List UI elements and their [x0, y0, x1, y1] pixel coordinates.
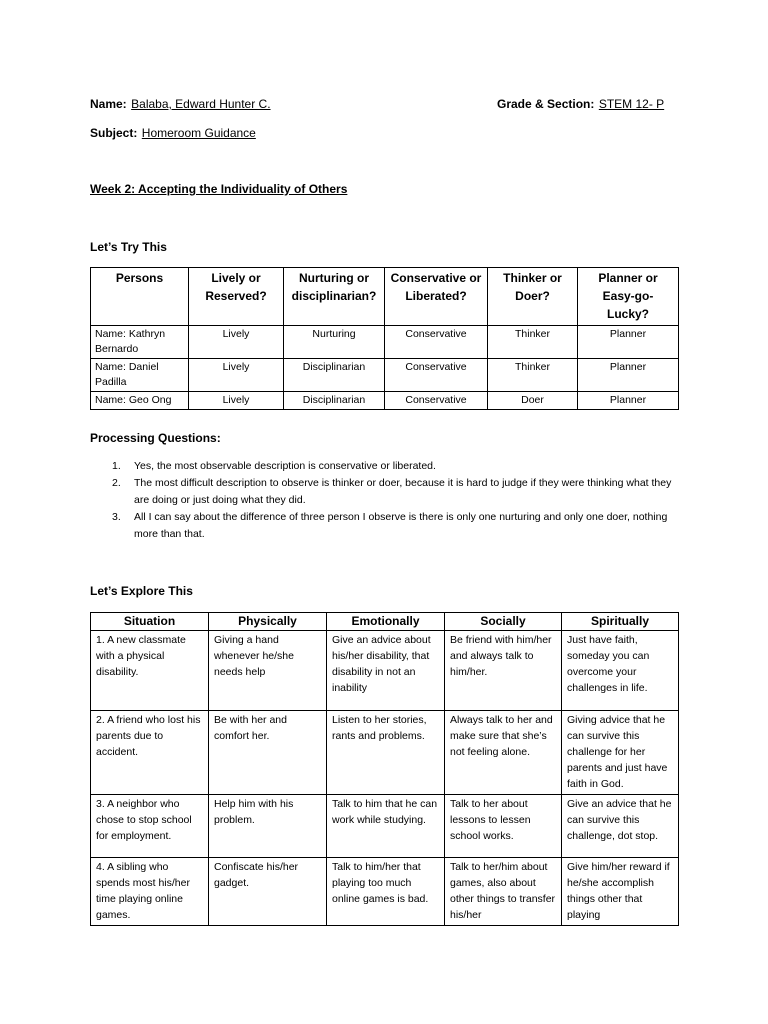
table-cell: Conservative	[385, 359, 488, 392]
try-this-title: Let’s Try This	[90, 240, 167, 254]
header-planner: Planner or Easy-go-Lucky?	[578, 268, 679, 326]
processing-title: Processing Questions:	[90, 431, 221, 445]
table-cell: Lively	[189, 392, 284, 410]
table-cell: Planner	[578, 392, 679, 410]
grade-value: STEM 12- P	[598, 97, 665, 111]
persons-table	[90, 267, 679, 410]
table-cell: Talk to him/her that playing too much online games is bad.	[327, 858, 445, 926]
explore-this-title: Let’s Explore This	[90, 584, 193, 598]
table-cell: Planner	[578, 326, 679, 359]
table-row	[91, 631, 679, 711]
header-spiritually: Spiritually	[562, 613, 679, 631]
item-text: All I can say about the difference of three person I observe is there is only one nurturing and only one doer, nothing more than that.	[134, 511, 668, 540]
table-cell: Listen to her stories, rants and problems.	[327, 711, 445, 795]
table-cell: Talk to him that he can work while studying.	[327, 795, 445, 858]
table-row	[91, 359, 679, 392]
person-name: Name: Daniel Padilla	[91, 359, 189, 392]
item-text: The most difficult description to observe is thinker or doer, because it is hard to judge if they were thinking what they are doing or just doing what they did.	[134, 477, 672, 506]
table-cell: Give an advice that he can survive this challenge, dot stop.	[562, 795, 679, 858]
item-text: Yes, the most observable description is conservative or liberated.	[134, 460, 436, 472]
header-conservative: Conservative or Liberated?	[385, 268, 488, 326]
table-cell: Planner	[578, 359, 679, 392]
name-value: Balaba, Edward Hunter C.	[131, 97, 271, 111]
header-socially: Socially	[445, 613, 562, 631]
header-thinker: Thinker or Doer?	[488, 268, 578, 326]
list-item	[112, 458, 672, 475]
person-name: Name: Kathryn Bernardo	[91, 326, 189, 359]
subject-value: Homeroom Guidance	[141, 126, 256, 140]
subject-line	[90, 124, 256, 142]
person-name: Name: Geo Ong	[91, 392, 189, 410]
table-row	[91, 392, 679, 410]
table-cell: Confiscate his/her gadget.	[209, 858, 327, 926]
table-cell: Always talk to her and make sure that she’s not feeling alone.	[445, 711, 562, 795]
table-cell: Conservative	[385, 392, 488, 410]
name-label: Name:	[90, 97, 127, 111]
table-cell: Conservative	[385, 326, 488, 359]
header-physically: Physically	[209, 613, 327, 631]
table-cell: Help him with his problem.	[209, 795, 327, 858]
item-number: 1.	[112, 460, 121, 472]
table-cell: Just have faith, someday you can overcome your challenges in life.	[562, 631, 679, 711]
header-nurturing: Nurturing or disciplinarian?	[284, 268, 385, 326]
grade-line	[497, 95, 664, 113]
header-persons: Persons	[91, 268, 189, 326]
persons-header-row	[91, 268, 679, 326]
header-lively: Lively or Reserved?	[189, 268, 284, 326]
table-cell: Be friend with him/her and always talk to him/her.	[445, 631, 562, 711]
table-cell: Disciplinarian	[284, 392, 385, 410]
situation-cell: 1. A new classmate with a physical disability.	[91, 631, 209, 711]
table-row	[91, 858, 679, 926]
situation-cell: 2. A friend who lost his parents due to accident.	[91, 711, 209, 795]
item-number: 2.	[112, 477, 121, 489]
table-cell: Lively	[189, 326, 284, 359]
processing-list	[112, 458, 672, 543]
table-cell: Give an advice about his/her disability, that disability in not an inability	[327, 631, 445, 711]
item-number: 3.	[112, 511, 121, 523]
grade-label: Grade & Section:	[497, 97, 595, 111]
table-cell: Nurturing	[284, 326, 385, 359]
subject-label: Subject:	[90, 126, 138, 140]
explore-header-row	[91, 613, 679, 631]
table-cell: Giving advice that he can survive this challenge for her parents and just have faith in God.	[562, 711, 679, 795]
situation-cell: 4. A sibling who spends most his/her time playing online games.	[91, 858, 209, 926]
table-cell: Talk to her about lessons to lessen school works.	[445, 795, 562, 858]
header-situation: Situation	[91, 613, 209, 631]
situation-cell: 3. A neighbor who chose to stop school for employment.	[91, 795, 209, 858]
table-cell: Give him/her reward if he/she accomplish things other that playing	[562, 858, 679, 926]
table-row	[91, 326, 679, 359]
table-cell: Lively	[189, 359, 284, 392]
header-emotionally: Emotionally	[327, 613, 445, 631]
table-row	[91, 795, 679, 858]
table-cell: Thinker	[488, 359, 578, 392]
explore-table	[90, 612, 679, 926]
table-row	[91, 711, 679, 795]
table-cell: Talk to her/him about games, also about other things to transfer his/her	[445, 858, 562, 926]
list-item	[112, 509, 672, 543]
list-item	[112, 475, 672, 509]
table-cell: Thinker	[488, 326, 578, 359]
name-line	[90, 95, 271, 113]
table-cell: Be with her and comfort her.	[209, 711, 327, 795]
table-cell: Giving a hand whenever he/she needs help	[209, 631, 327, 711]
week-title: Week 2: Accepting the Individuality of Others	[90, 182, 348, 196]
table-cell: Doer	[488, 392, 578, 410]
table-cell: Disciplinarian	[284, 359, 385, 392]
